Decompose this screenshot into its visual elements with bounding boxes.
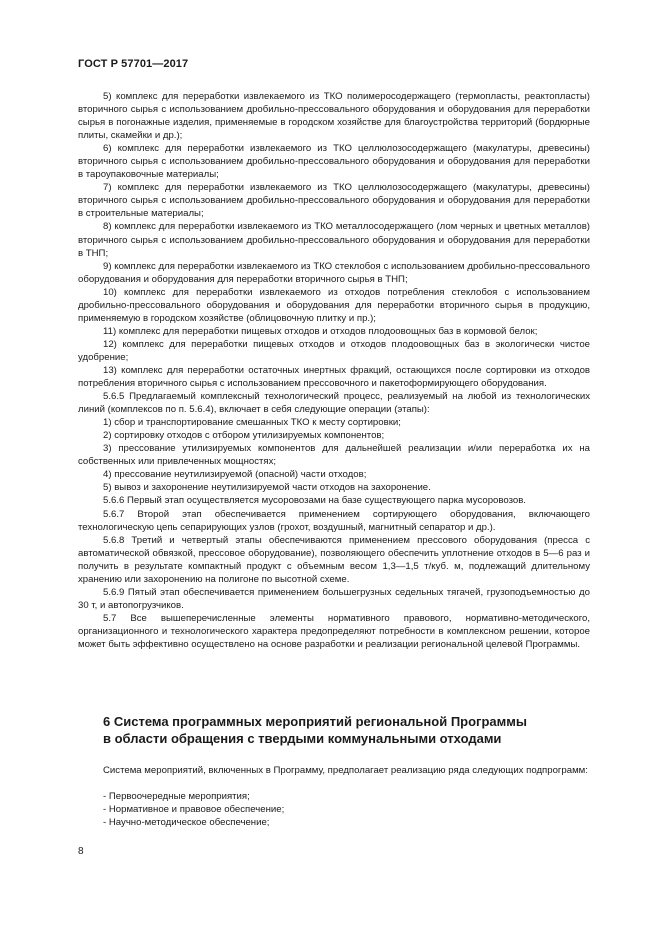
section-title <box>103 713 573 747</box>
section-title-line: 6 Система программных мероприятий региональной Программы <box>103 714 527 729</box>
paragraph: 13) комплекс для переработки остаточных инертных фракций, остающихся после сортировки из отходов потребления вторичного сырья с использованием прессовочного и пакетоформирующего оборудования. <box>78 364 590 390</box>
paragraph: 10) комплекс для переработки извлекаемого из отходов потребления стеклобоя с использованием дробильно-прессовального оборудования и оборудования для переработки вторичного сырья в продукцию, применяемую в городском хозяйстве (облицовочную плитку и пр.); <box>78 286 590 324</box>
document-header: ГОСТ Р 57701—2017 <box>78 58 189 70</box>
paragraph: 12) комплекс для переработки пищевых отходов и отходов плодоовощных баз в экологически чистое удобрение; <box>78 338 590 363</box>
paragraph: 5.6.5 Предлагаемый комплексный технологический процесс, реализуемый на любой из технологических линий (комплексов по п. 5.6.4), включает в себя следующие операции (этапы): <box>78 391 590 416</box>
paragraph: 4) прессование неутилизируемой (опасной) части отходов; <box>103 469 367 481</box>
paragraph: 1) сбор и транспортирование смешанных ТКО к месту сортировки; <box>103 417 401 429</box>
list-item: - Первоочередные мероприятия; <box>103 791 250 802</box>
list-item: - Нормативное и правовое обеспечение; <box>103 804 285 816</box>
paragraph: Система мероприятий, включенных в Программу, предполагает реализацию ряда следующих подпрограмм: <box>103 765 588 776</box>
paragraph: 7) комплекс для переработки извлекаемого из ТКО целлюлозосодержащего (макулатуры, древесины) вторичного сырья с использованием дробильно-прессовального оборудования и оборудования для переработки в строительные материалы; <box>78 182 590 220</box>
paragraph: 5.6.9 Пятый этап обеспечивается применением большегрузных седельных тягачей, грузоподъемностью до 30 т, и автопогрузчиков. <box>78 586 590 611</box>
paragraph: 5.6.8 Третий и четвертый этапы обеспечиваются применением прессового оборудования (пресса с автоматической обвязкой, прессовое оборудование), позволяющего обеспечить уплотнение отходов в 5—6 раз и получить в результате компактный продукт с объемным весом 1,3—1,5 т/куб. м, подлежащий длительному хранению или захоронению на полигоне по высотной схеме. <box>78 534 590 585</box>
paragraph: 5) комплекс для переработки извлекаемого из ТКО полимеросодержащего (термопласты, реактопласты) вторичного сырья с использованием дробильно-прессовального оборудования и оборудования для переработки сырья в погонажные изделия, применяемые в городском хозяйстве для благоустройства территорий (бордюрные плиты, скамейки и др.); <box>78 91 590 142</box>
paragraph: 9) комплекс для переработки извлекаемого из ТКО стеклобоя с использованием дробильно-прессовального оборудования и оборудования для переработки вторичного сырья в ТНП; <box>78 260 590 285</box>
paragraph: 5) вывоз и захоронение неутилизируемой части отходов на захоронение. <box>103 482 431 494</box>
paragraph: 5.6.6 Первый этап осуществляется мусоровозами на базе существующего парка мусоровозов. <box>103 495 526 507</box>
section-title-line: в области обращения с твердыми коммунальными отходами <box>103 731 502 746</box>
subprogram-list <box>103 790 284 829</box>
body-text <box>78 90 590 651</box>
paragraph: 2) сортировку отходов с отбором утилизируемых компонентов; <box>103 430 385 442</box>
list-item: - Научно-методическое обеспечение; <box>103 817 270 829</box>
paragraph: 8) комплекс для переработки извлекаемого из ТКО металлосодержащего (лом черных и цветных металлов) вторичного сырья с использованием дробильно-прессовального оборудования и оборудования для переработки в ТНП; <box>78 221 590 259</box>
paragraph: 5.7 Все вышеперечисленные элементы нормативного правового, нормативно-методического, организационного и технологического характера предопределяют потребности в комплексном решении, которое может быть эффективно осуществлено на основе разработки и реализации региональной целевой Программы. <box>78 612 590 650</box>
paragraph: 11) комплекс для переработки пищевых отходов и отходов плодоовощных баз в кормовой белок; <box>103 325 538 337</box>
page-number: 8 <box>78 846 84 857</box>
paragraph: 3) прессование утилизируемых компонентов для дальнейшей реализации и/или переработка их на собственных или привлеченных мощностях; <box>78 443 590 468</box>
section-intro <box>78 764 590 777</box>
paragraph: 5.6.7 Второй этап обеспечивается применением сортирующего оборудования, включающего технологическую цепь сепарирующих узлов (грохот, воздушный, магнитный сепаратор и др.). <box>78 508 590 533</box>
paragraph: 6) комплекс для переработки извлекаемого из ТКО целлюлозосодержащего (макулатуры, древесины) вторичного сырья с использованием дробильно-прессовального оборудования и оборудования для переработки в тароупаковочные материалы; <box>78 143 590 181</box>
